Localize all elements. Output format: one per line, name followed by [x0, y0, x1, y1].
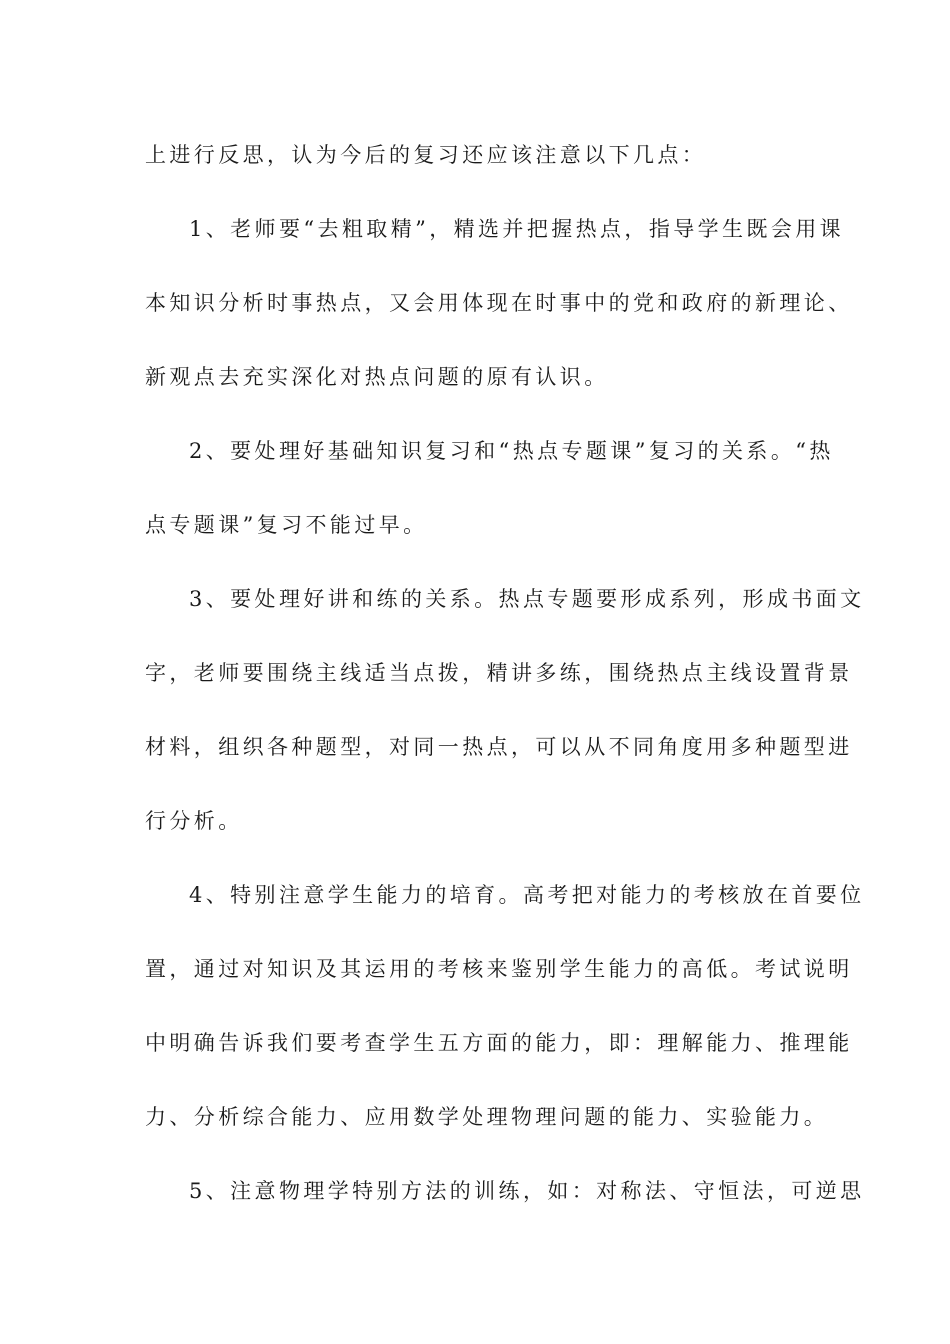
paragraph-line: 中明确告诉我们要考查学生五方面的能力，即：理解能力、推理能 — [145, 1031, 853, 1055]
paragraph-line: 本知识分析时事热点，又会用体现在时事中的党和政府的新理论、 — [145, 291, 853, 315]
paragraph-line: 行分析。 — [145, 809, 243, 833]
paragraph-line: 点专题课”复习不能过早。 — [145, 513, 428, 537]
paragraph-line: 上进行反思，认为今后的复习还应该注意以下几点： — [145, 143, 707, 167]
paragraph-line: 置，通过对知识及其运用的考核来鉴别学生能力的高低。考试说明 — [145, 957, 853, 981]
paragraph-line: 力、分析综合能力、应用数学处理物理问题的能力、实验能力。 — [145, 1105, 829, 1129]
paragraph-line: 新观点去充实深化对热点问题的原有认识。 — [145, 365, 609, 389]
paragraph-line: 材料，组织各种题型，对同一热点，可以从不同角度用多种题型进 — [145, 735, 853, 759]
paragraph-line: 5、注意物理学特别方法的训练，如：对称法、守恒法，可逆思 — [189, 1179, 865, 1203]
paragraph-line: 1、老师要“去粗取精”，精选并把握热点，指导学生既会用课 — [189, 217, 845, 241]
paragraph-line: 字，老师要围绕主线适当点拨，精讲多练，围绕热点主线设置背景 — [145, 661, 853, 685]
paragraph-line: 3、要处理好讲和练的关系。热点专题要形成系列，形成书面文 — [189, 587, 865, 611]
paragraph-line: 4、特别注意学生能力的培育。高考把对能力的考核放在首要位 — [189, 883, 865, 907]
paragraph-line: 2、要处理好基础知识复习和“热点专题课”复习的关系。“热 — [189, 439, 834, 463]
